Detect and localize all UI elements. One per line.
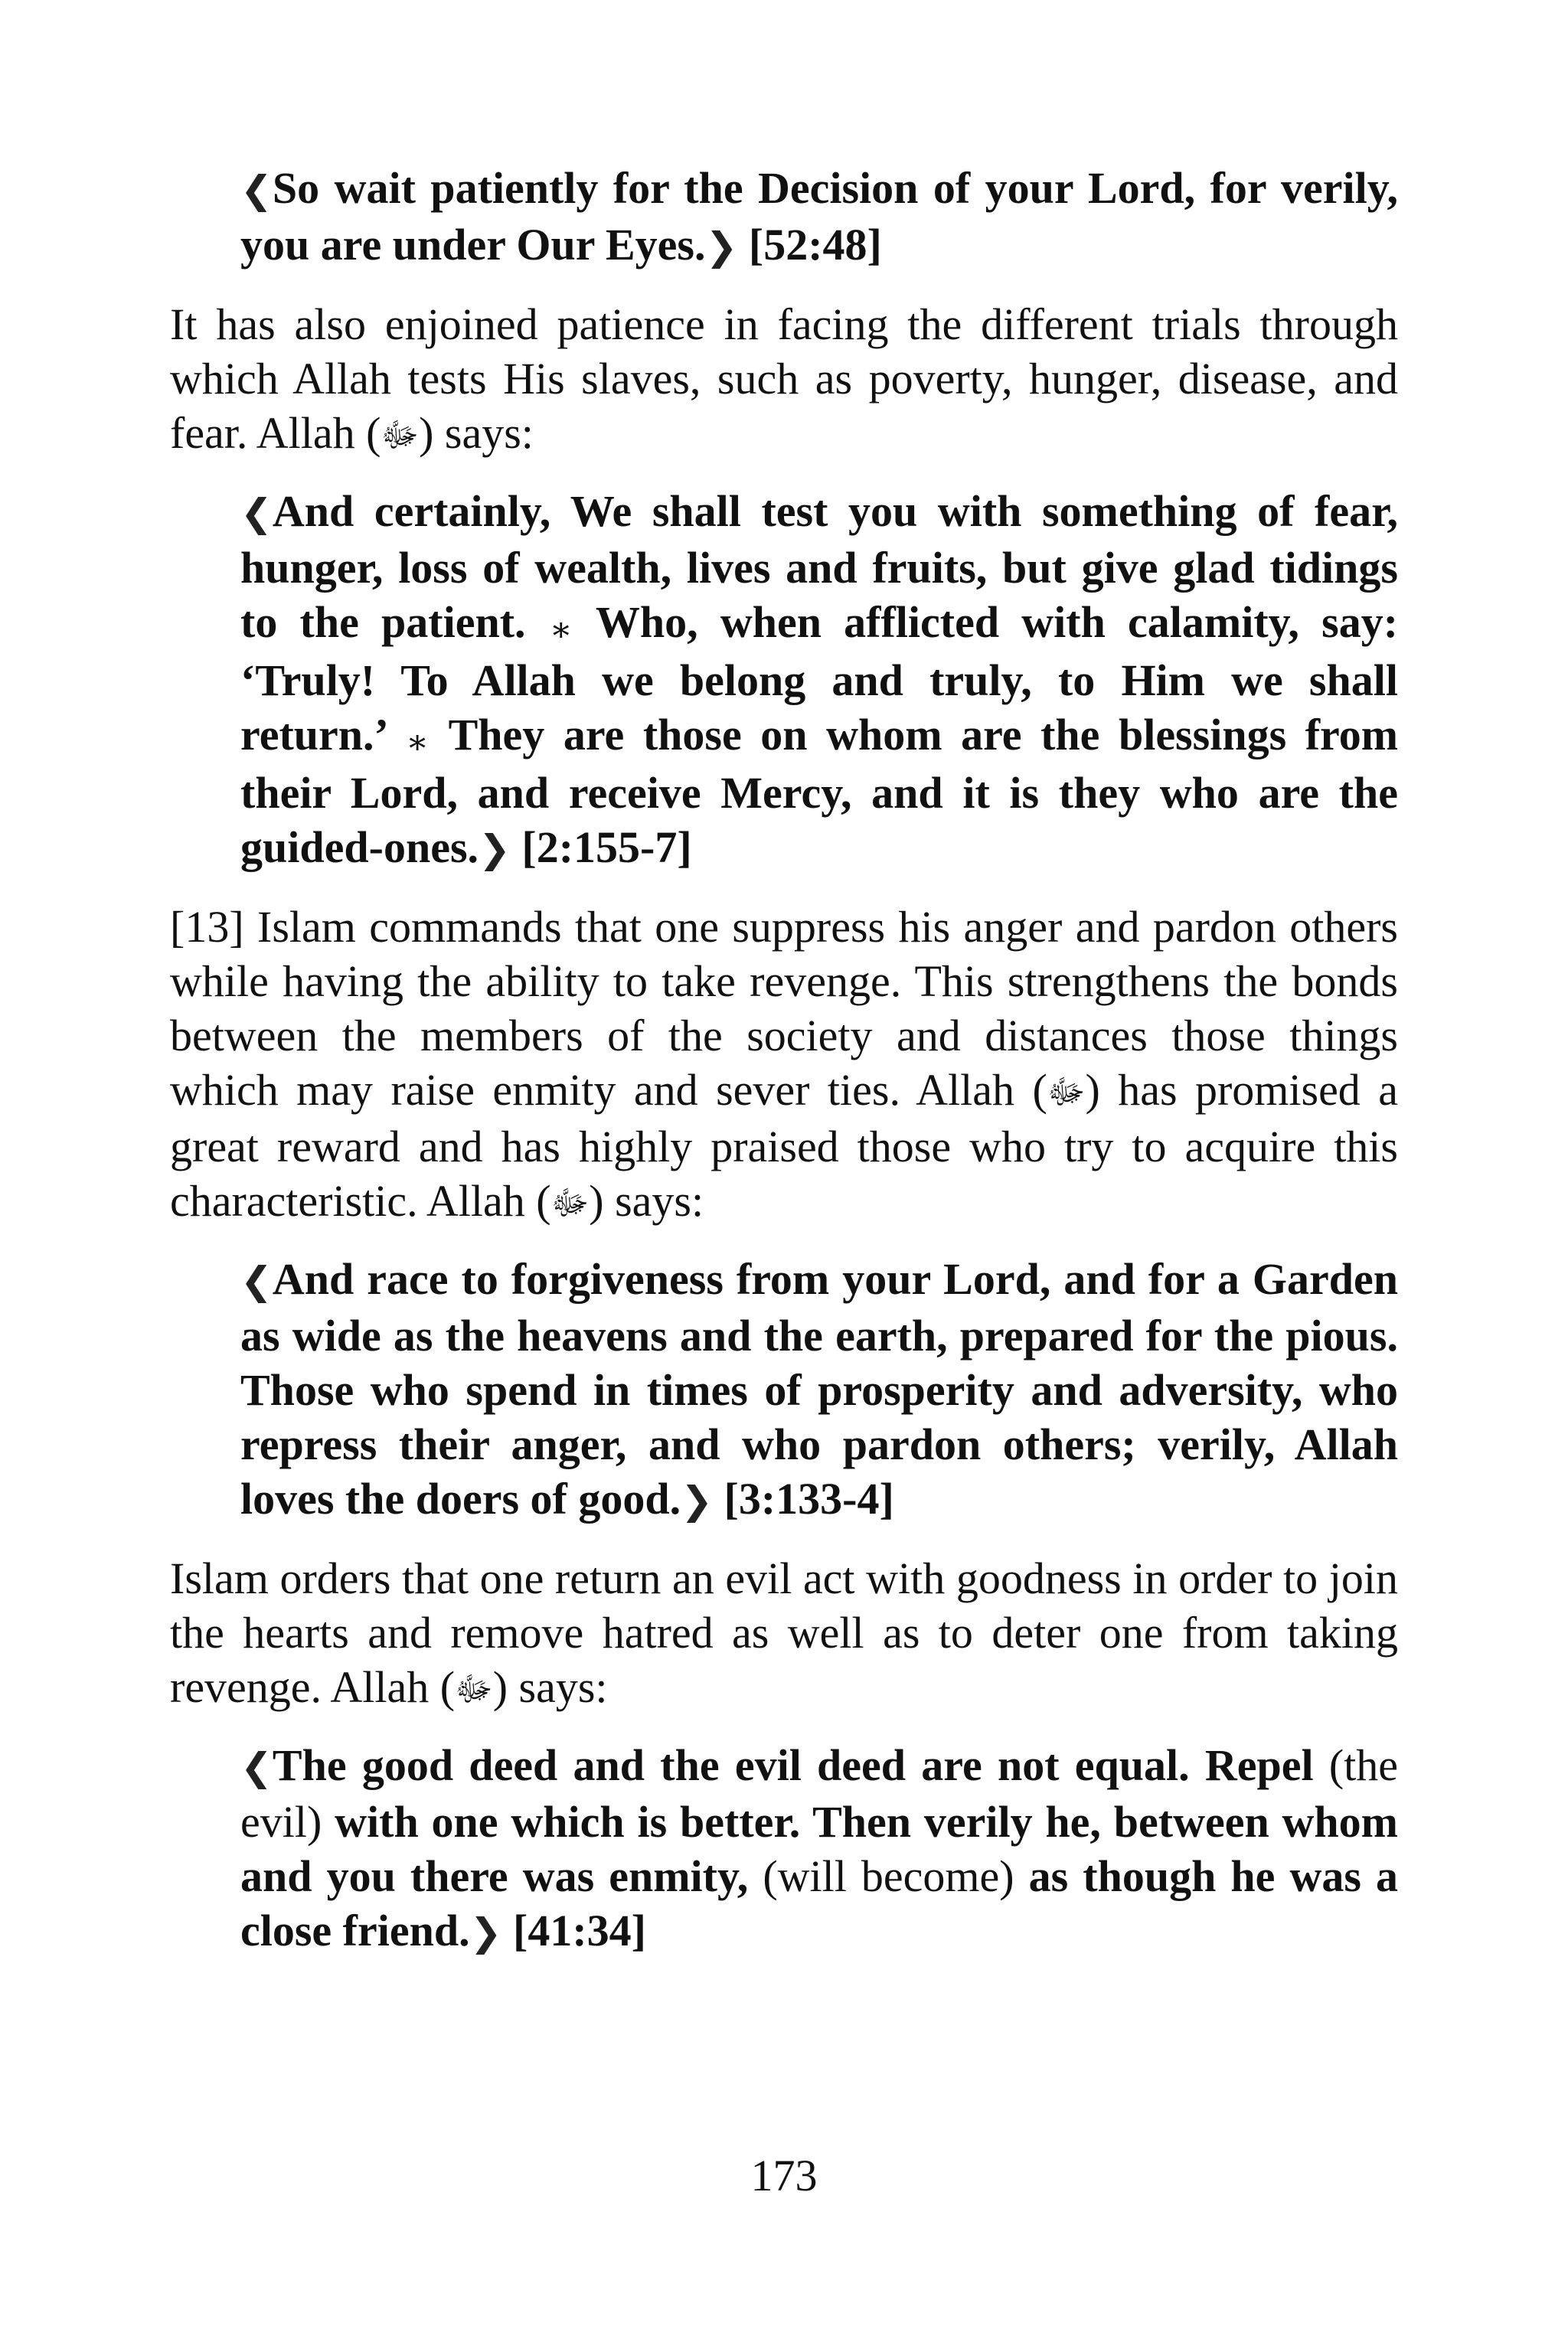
verse-text: with one which is better. Then verily he, between whom and you there was enmity, — [240, 1797, 1398, 1901]
page-body — [170, 161, 1398, 1983]
verse-3-133-4 — [240, 1252, 1398, 1528]
verse-reference: [52:48] — [748, 220, 882, 270]
open-bracket-ornament-icon: ❮ — [240, 168, 273, 212]
verse-text: They are those on whom are the blessings from their Lord, and receive Mercy, and it is they who are the guided-ones. — [240, 710, 1399, 872]
paragraph-text: [13] Islam commands that one suppress his anger and pardon others while having the ability to take revenge. This strengthens the bonds between the members of the society and distances those things which may raise enmity and sever ties. Allah ( — [170, 902, 1398, 1115]
honorific-glyph-icon: ﷻ — [455, 1670, 493, 1709]
paragraph-text: ) says: — [589, 1176, 704, 1226]
paragraph-13-anger — [170, 900, 1398, 1230]
honorific-glyph-icon: ﷻ — [1047, 1073, 1086, 1112]
paragraph-evil-with-goodness — [170, 1551, 1398, 1717]
paragraph-text: It has also enjoined patience in facing the different trials through which Allah tests His slaves, such as poverty, hunger, disease, and fear. Allah ( — [170, 299, 1398, 458]
honorific-glyph-icon: ﷻ — [550, 1184, 590, 1223]
verse-text: And race to forgiveness from your Lord, and for a Garden as wide as the heavens and the earth, prepared for the pious. Those who spend in times of prosperity and adversity, who repress their anger, and who pardon others; verily, Allah loves the doers of good. — [240, 1254, 1398, 1524]
open-bracket-ornament-icon: ❮ — [240, 1259, 273, 1303]
verse-separator-icon: ⁎ — [409, 720, 426, 757]
verse-text: And certainly, We shall test you with something of fear, hunger, loss of wealth, lives and fruits, but give glad tidings to the patient. — [240, 486, 1398, 647]
paragraph-text: ) says: — [419, 408, 534, 458]
verse-text: as though he was a close friend. — [240, 1851, 1399, 1955]
verse-text: So wait patiently for the Decision of your Lord, for verily, you are under Our Eyes. — [240, 163, 1398, 270]
honorific-glyph-icon: ﷻ — [381, 416, 420, 455]
verse-2-155-7 — [240, 484, 1398, 877]
paragraph-patience-trials — [170, 297, 1398, 462]
close-bracket-ornament-icon: ❯ — [705, 224, 738, 269]
verse-explanatory-text: (will become) — [763, 1851, 1014, 1901]
page-number: 173 — [750, 2151, 818, 2200]
verse-separator-icon: ⁎ — [552, 607, 570, 645]
verse-reference: [3:133-4] — [724, 1474, 894, 1524]
open-bracket-ornament-icon: ❮ — [240, 491, 273, 535]
verse-reference: [41:34] — [513, 1906, 646, 1955]
paragraph-text: ) says: — [492, 1662, 608, 1712]
close-bracket-ornament-icon: ❯ — [681, 1478, 714, 1523]
paragraph-text: Islam orders that one return an evil act with goodness in order to join the hearts and remove hatred as well as to deter one from taking revenge. Allah ( — [170, 1553, 1398, 1712]
verse-text: The good deed and the evil deed are not equal. Repel — [272, 1740, 1314, 1790]
verse-explanatory-text: (the evil) — [240, 1740, 1398, 1847]
open-bracket-ornament-icon: ❮ — [240, 1745, 273, 1789]
close-bracket-ornament-icon: ❯ — [479, 827, 511, 871]
verse-41-34 — [240, 1738, 1398, 1960]
verse-reference: [2:155-7] — [521, 822, 692, 872]
close-bracket-ornament-icon: ❯ — [469, 1910, 502, 1955]
verse-text: Who, when afflicted with calamity, say: ‘Truly! To Allah we belong and truly, to Him we shall return.’ — [240, 597, 1399, 760]
verse-52-48 — [240, 161, 1398, 274]
paragraph-text: ) has promised a great reward and has highly praised those who try to acquire this characteristic. Allah ( — [170, 1065, 1398, 1226]
